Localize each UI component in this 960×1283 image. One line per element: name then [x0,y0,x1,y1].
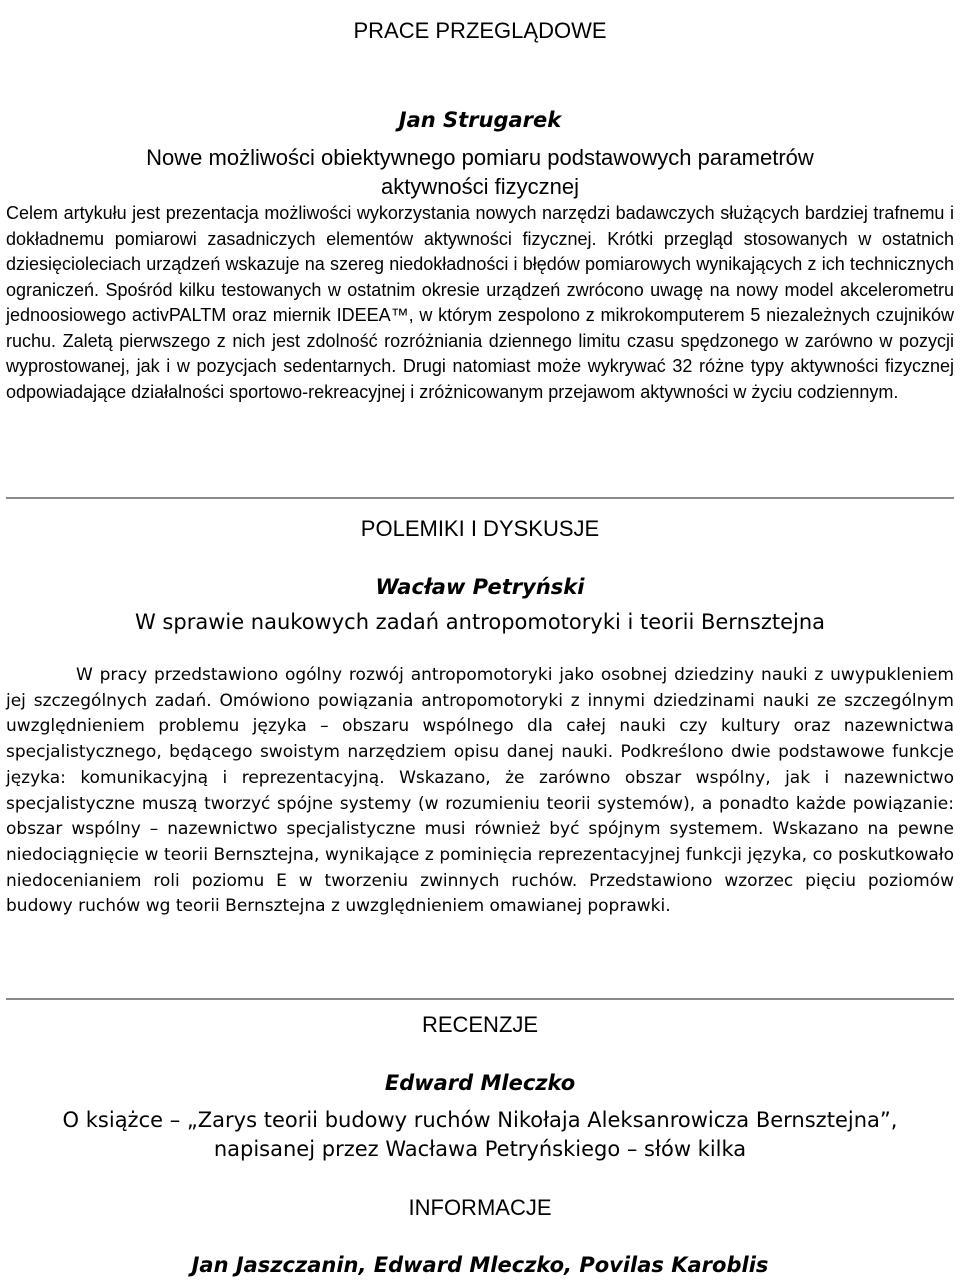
author-name: Jan Strugarek [398,108,562,132]
section-divider [6,998,954,1000]
section-heading-polemics: POLEMIKI I DYSKUSJE [360,516,600,541]
book-title-line-1: O książce – „Zarys teorii budowy ruchów Nikołaja Aleksanrowicza Bernsztejna”, [62,1108,898,1132]
information-section [0,1195,960,1221]
author-names: Jan Jaszczanin, Edward Mleczko, Povilas Karoblis [191,1253,769,1277]
author-name: Wacław Petryński [375,575,585,599]
reviews-title [0,1106,960,1164]
paper-abstract: Celem artykułu jest prezentacja możliwości wykorzystania nowych narzędzi badawczych służących bardziej trafnemu i dokładnemu pomiarowi zasadniczych elementów aktywności fizycznej. Krótki przegląd stosowanych w ostatnich dziesięcioleciach urządzeń wskazuje na szereg niedokładności i błędów pomiarowych wynikających z ich technicznych ograniczeń. Spośród kilku testowanych w ostatnim okresie urządzeń zwrócono uwagę na nowy model akcelerometru jednoosiowego activPALTM oraz miernik IDEEA™, w którym zespolono z mikrokomputerem 5 niezależnych czujników ruchu. Zaletą pierwszego z nich jest zdolność rozróżniania dziennego limitu czasu spędzonego w zarówno w pozycji wyprostowanej, jak i w pozycjach sedentarnych. Drugi natomiast może wykrywać 32 różne typy aktywności fizycznej odpowiadające działalności sportowo-rekreacyjnej i zróżnicowanym przejawom aktywności w życiu codziennym. [6,203,954,402]
review-papers-section [0,18,960,44]
paper-abstract: W pracy przedstawiono ogólny rozwój antropomotoryki jako osobnej dziedziny nauki z uwypukleniem jej szczególnych zadań. Omówiono powiązania antropomotoryki z innymi dziedzinami nauki ze szczególnym uwzględnieniem problemu języka – obszaru wspólnego dla całej nauki czy kultury oraz nazewnictwa specjalistycznego, będącego swoistym narzędziem opisu danej nauki. Podkreślono dwie podstawowe funkcje języka: komunikacyjną i reprezentacyjną. Wskazano, że zarówno obszar wspólny, jak i nazewnictwo specjalistyczne muszą tworzyć spójne systemy (w rozumieniu teorii systemów), a ponadto każde powiązanie: obszar wspólny – nazewnictwo specjalistyczne musi również być spójnym systemem. Wskazano na pewne niedociągnięcie w teorii Bernsztejna, wynikające z pominięcia reprezentacyjnej funkcji języka, co poskutkowało niedocenianiem roli poziomu E w tworzeniu zwinnych ruchów. Przedstawiono wzorzec pięciu poziomów budowy ruchów wg teorii Bernsztejna z uwzględnieniem omawianej poprawki. [6,665,954,917]
section-heading-review-papers: PRACE PRZEGLĄDOWE [353,18,607,43]
review-paper-abstract-block [0,201,960,405]
paper-title-line-2: aktywności fizycznej [380,174,580,199]
section-divider [6,497,954,499]
polemics-section [0,516,960,542]
paper-title: W sprawie naukowych zadań antropomotoryki i teorii Bernsztejna [134,610,826,634]
section-heading-information: INFORMACJE [408,1195,552,1220]
reviews-entry [0,1071,960,1095]
reviews-section [0,1012,960,1038]
paper-title-line-1: Nowe możliwości obiektywnego pomiaru podstawowych parametrów [146,145,814,170]
polemics-abstract-block [0,663,960,920]
review-paper-title [0,143,960,201]
author-name: Edward Mleczko [384,1071,576,1095]
review-paper-entry [0,108,960,132]
polemics-entry [0,575,960,599]
information-entry [0,1253,960,1277]
book-title-line-2: napisanej przez Wacława Petryńskiego – słów kilka [213,1137,747,1161]
polemics-title [0,608,960,637]
section-heading-reviews: RECENZJE [421,1012,539,1037]
